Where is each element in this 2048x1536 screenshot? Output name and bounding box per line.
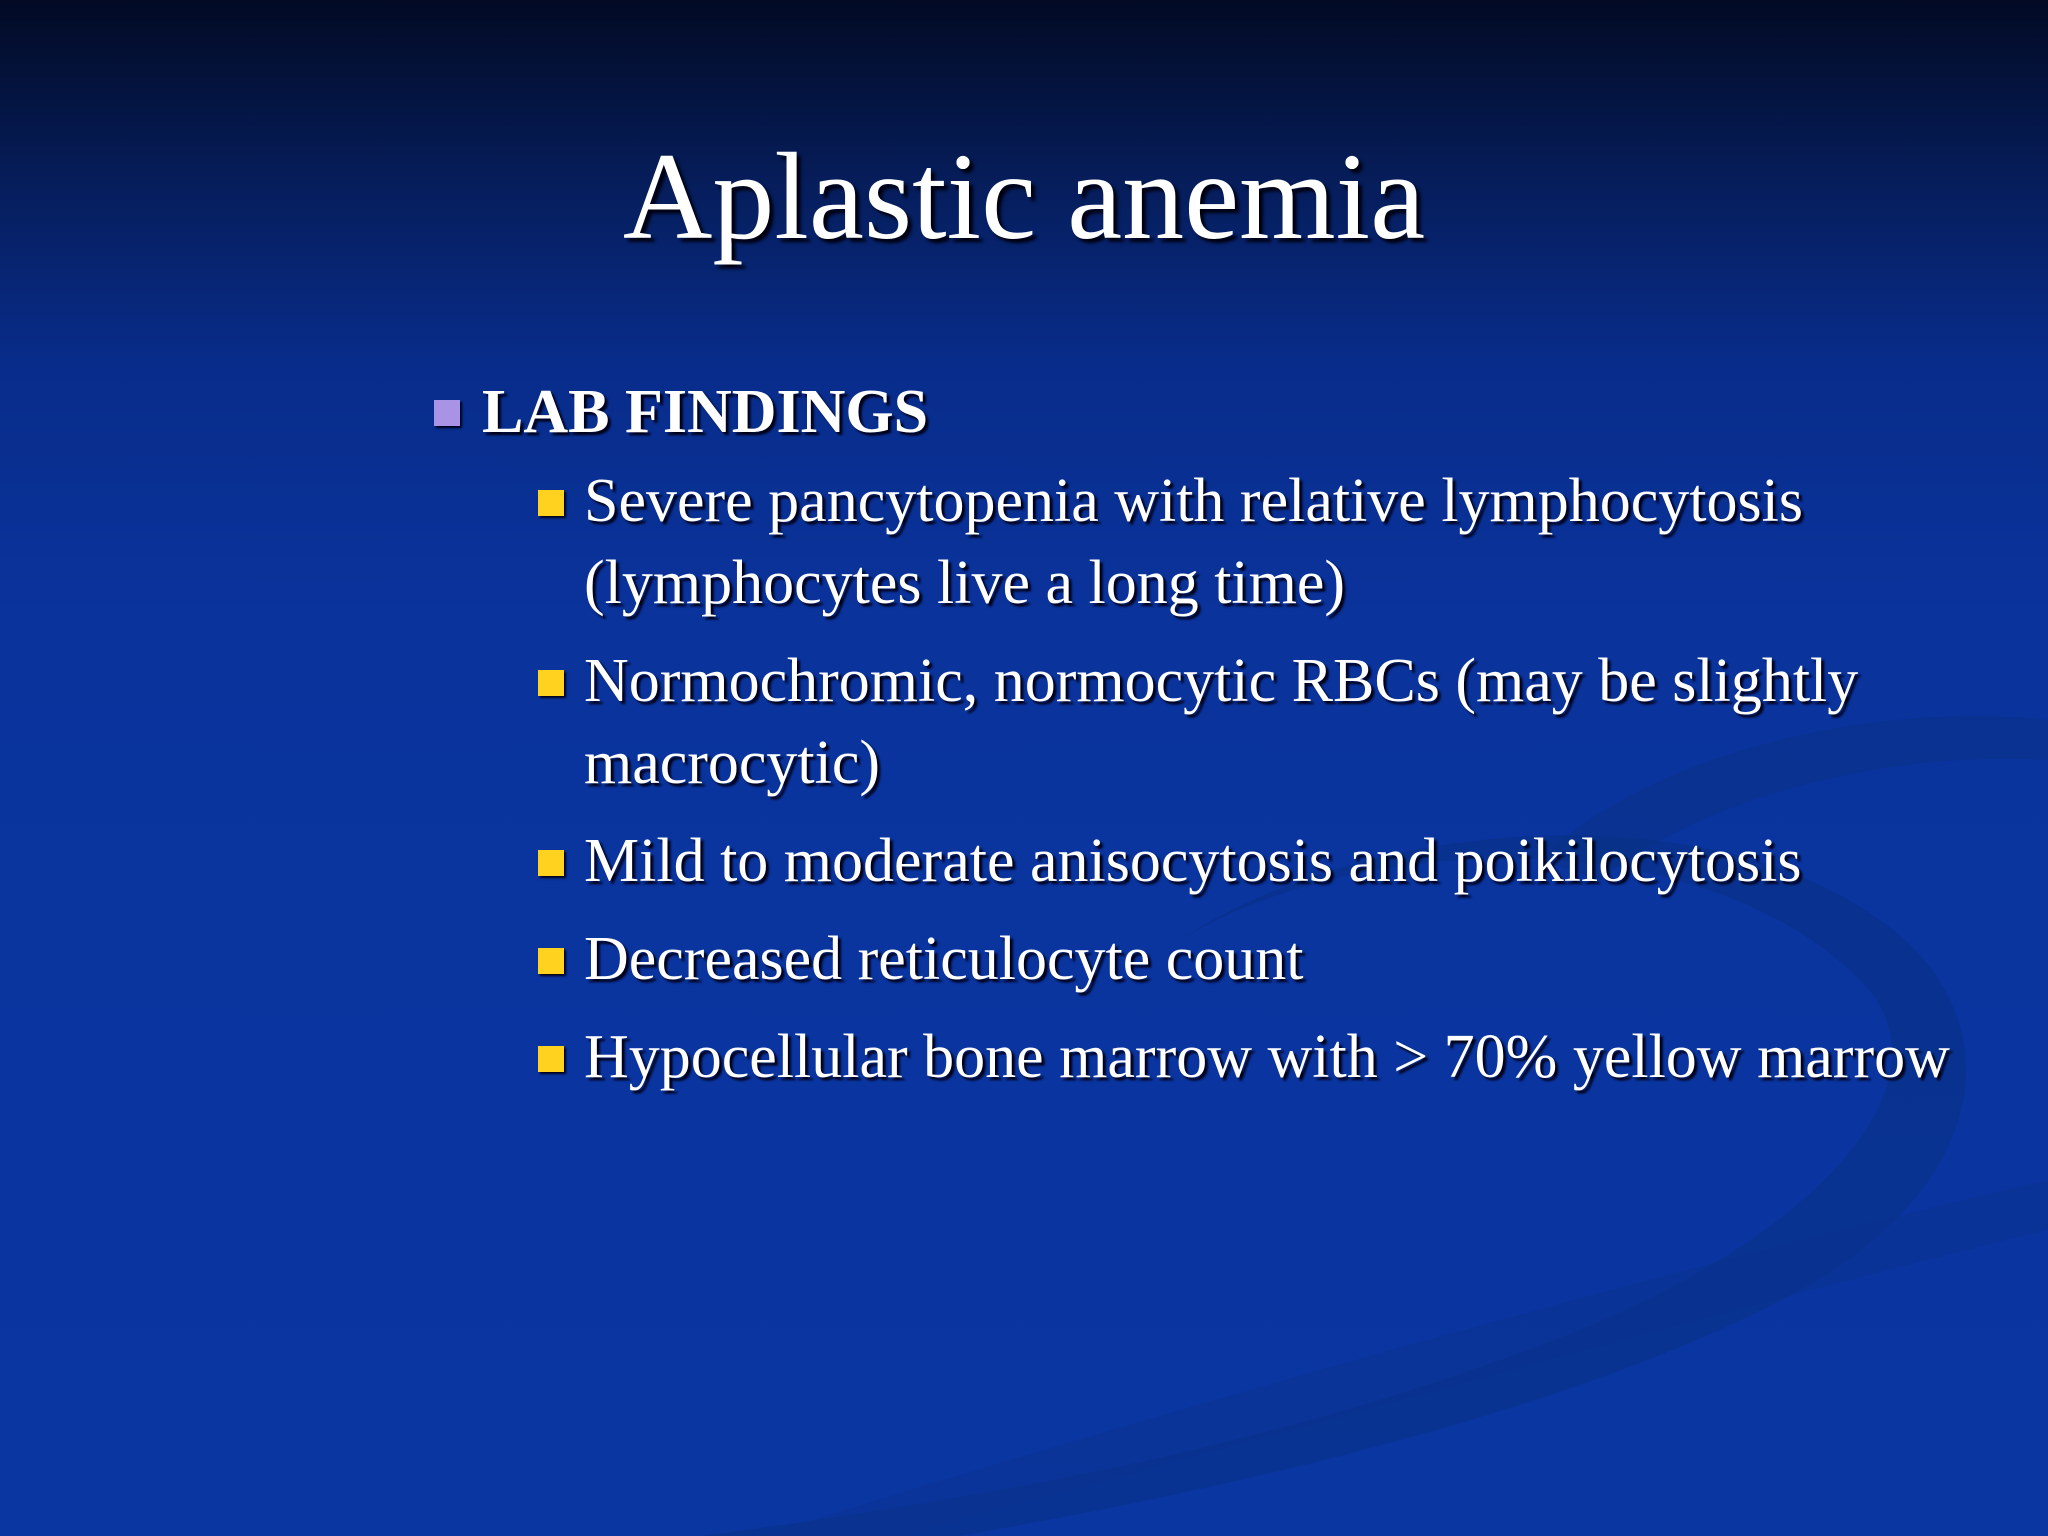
list-item-text: Mild to moderate anisocytosis and poikilocytosis [584, 827, 1802, 895]
square-bullet-icon [434, 400, 460, 426]
list-item [534, 918, 1950, 1000]
square-bullet-icon [538, 1046, 564, 1072]
slide-content [430, 372, 1950, 1114]
square-bullet-icon [538, 850, 564, 876]
square-bullet-icon [538, 490, 564, 516]
list-item [534, 1016, 1950, 1098]
section-heading-text: LAB FINDINGS [482, 378, 929, 446]
list-item [534, 820, 1950, 902]
list-item-text: Severe pancytopenia with relative lymphocytosis (lymphocytes live a long time) [584, 467, 1803, 617]
list-item-text: Hypocellular bone marrow with > 70% yellow marrow [584, 1023, 1950, 1091]
slide-title: Aplastic anemia [622, 128, 1426, 265]
square-bullet-icon [538, 670, 564, 696]
list-item-text: Decreased reticulocyte count [584, 925, 1304, 993]
list-item [534, 460, 1950, 624]
findings-list [430, 460, 1950, 1098]
section-heading [430, 372, 1950, 452]
square-bullet-icon [538, 948, 564, 974]
list-item-text: Normochromic, normocytic RBCs (may be slightly macrocytic) [584, 647, 1859, 797]
list-item [534, 640, 1950, 804]
